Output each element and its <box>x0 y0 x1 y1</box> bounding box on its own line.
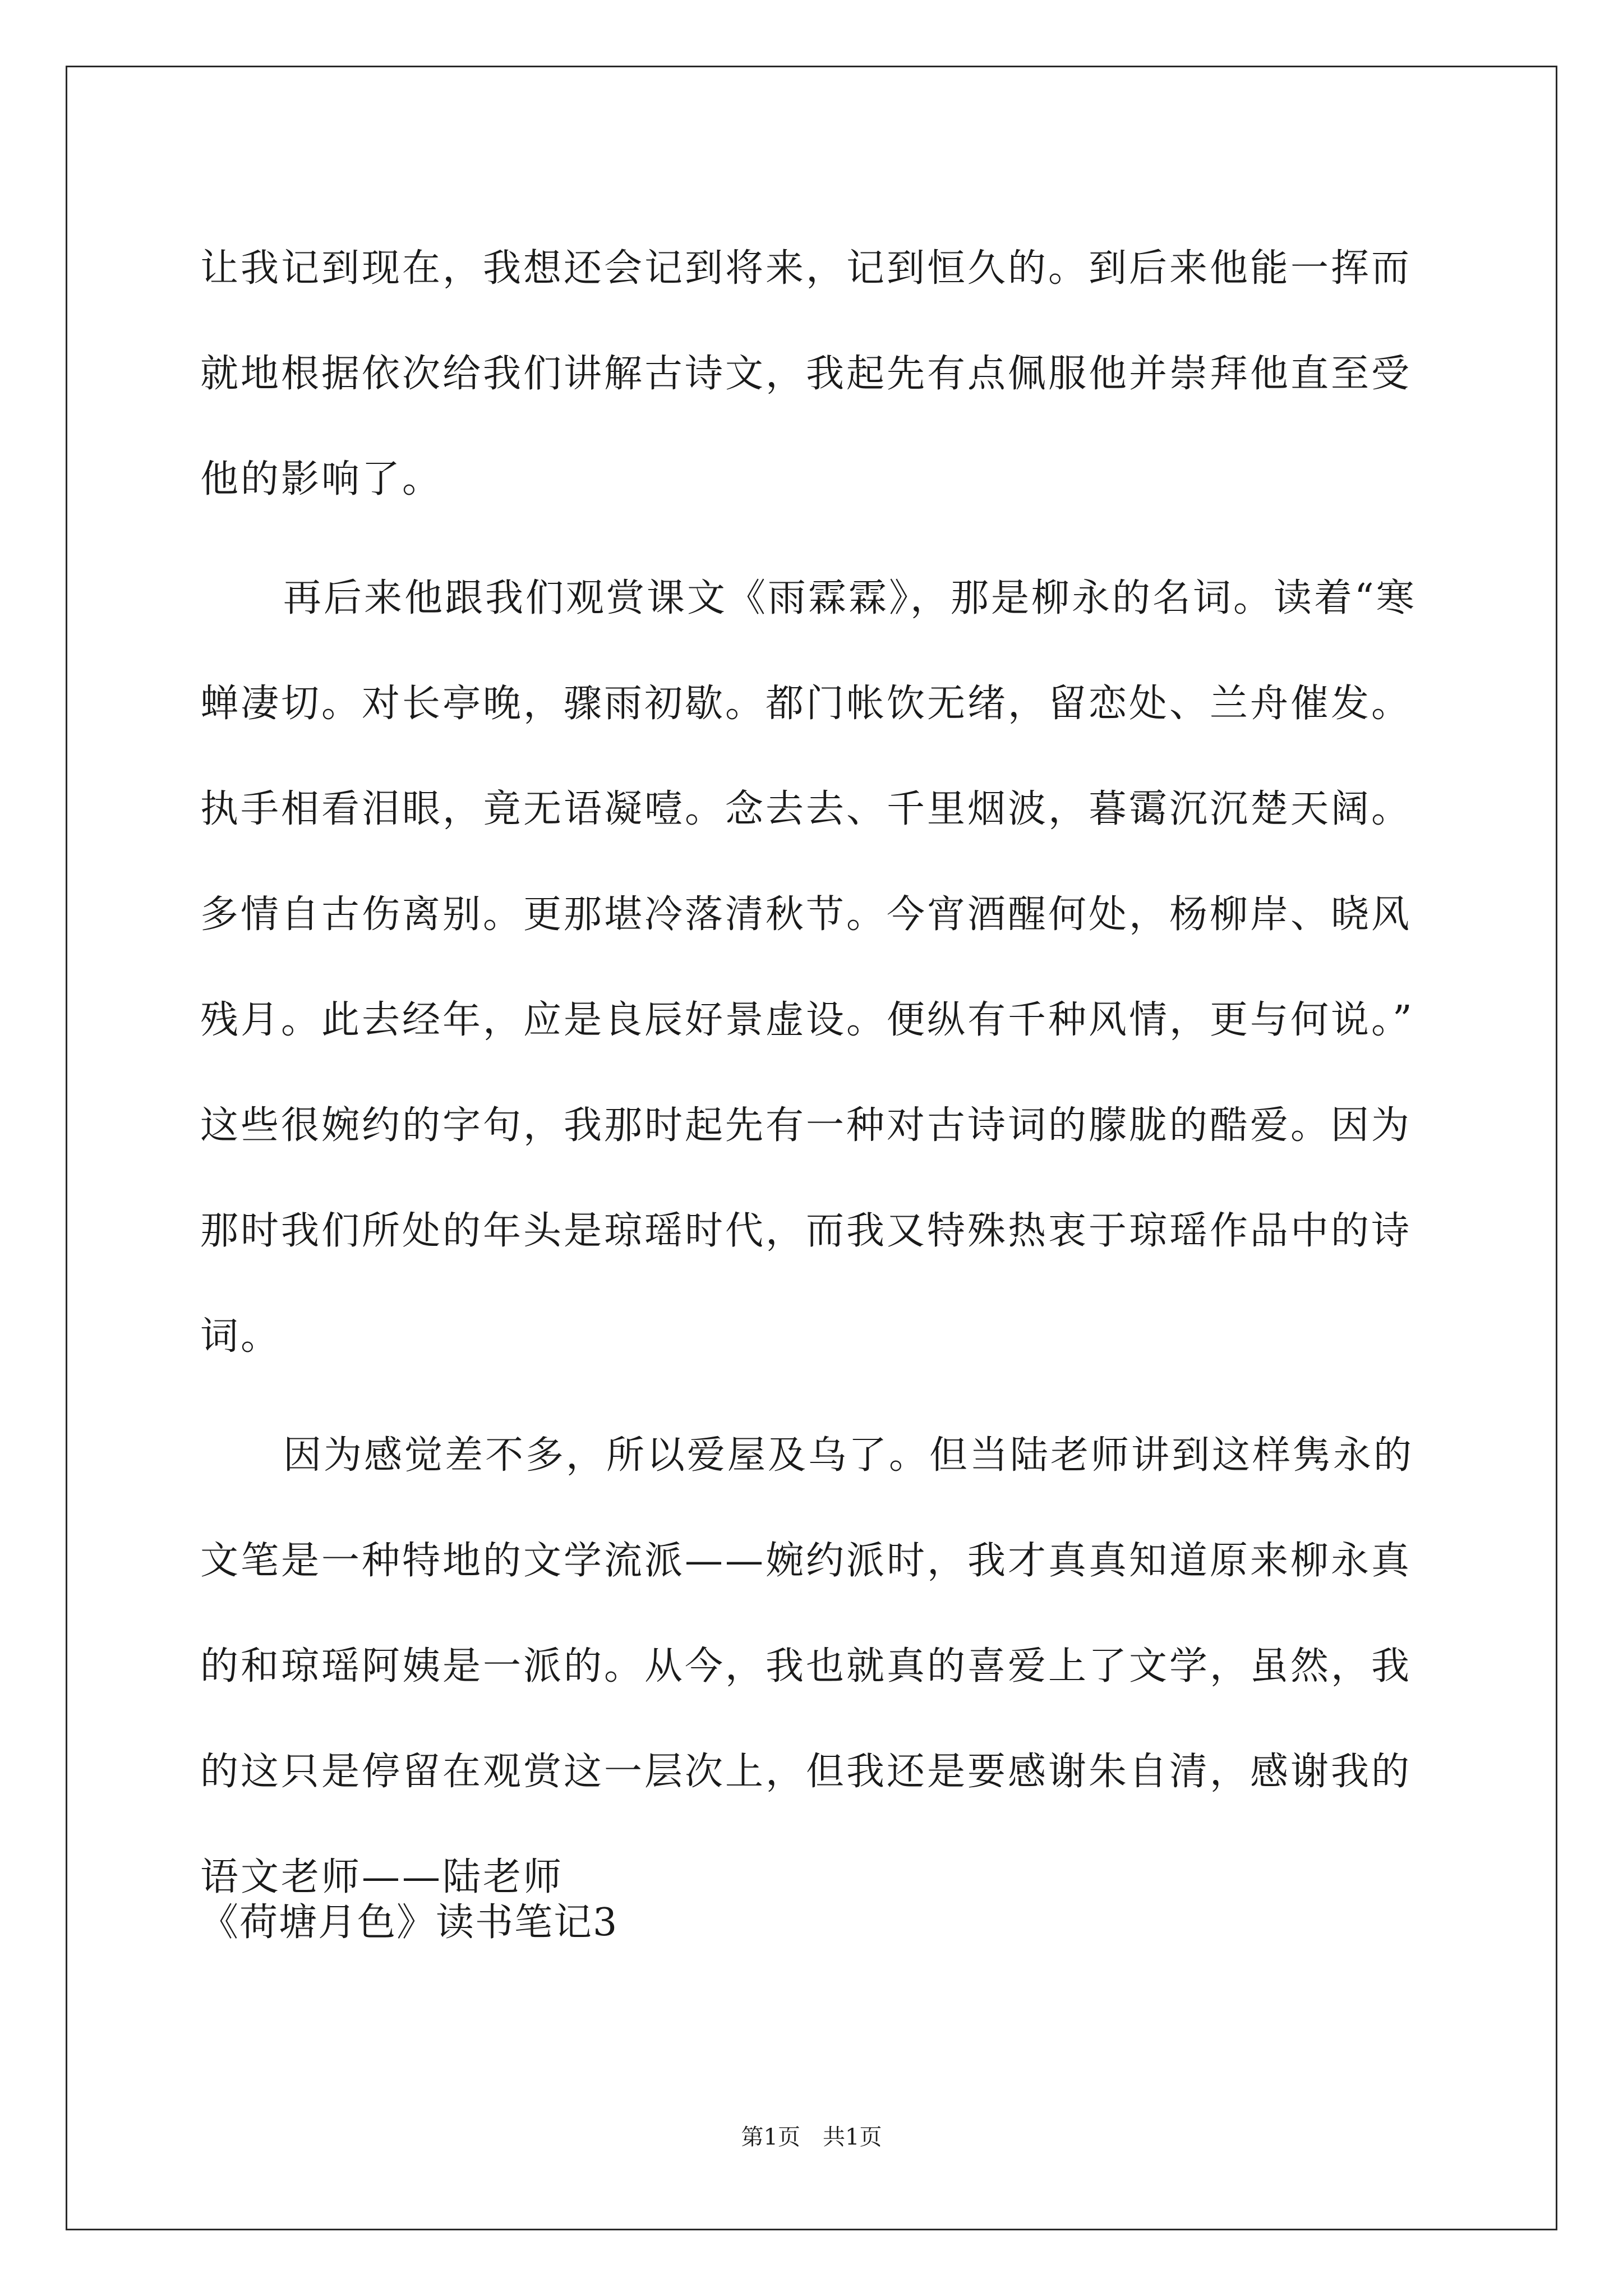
section-heading: 《荷塘月色》读书笔记3 <box>200 1901 619 1945</box>
text-line: 的和琼瑶阿姨是一派的。从今，我也就真的喜爱上了文学，虽然，我 <box>200 1644 1412 1688</box>
text-line: 残月。此去经年，应是良辰好景虚设。便纵有千种风情，更与何说。” <box>200 998 1414 1042</box>
text-line: 蝉凄切。对长亭晚，骤雨初歇。都门帐饮无绪，留恋处、兰舟催发。 <box>200 682 1412 726</box>
text-line: 词。 <box>200 1314 282 1359</box>
paragraph-gap <box>200 1389 1462 1403</box>
text-line: 执手相看泪眼，竟无语凝噎。念去去、千里烟波，暮霭沉沉楚天阔。 <box>200 787 1412 831</box>
text-line: 文笔是一种特地的文学流派——婉约派时，我才真真知道原来柳永真 <box>200 1539 1412 1583</box>
text-line: 多情自古伤离别。更那堪冷落清秋节。今宵酒醒何处，杨柳岸、晓风 <box>200 892 1412 937</box>
page-number: 第1页 <box>741 2124 800 2150</box>
text-line: 这些很婉约的字句，我那时起先有一种对古诗词的朦胧的酷爱。因为 <box>200 1103 1412 1148</box>
page-total: 共1页 <box>823 2124 882 2150</box>
text-line: 因为感觉差不多，所以爱屋及乌了。但当陆老师讲到这样隽永的 <box>283 1433 1414 1478</box>
page-footer <box>0 2120 1623 2154</box>
text-line: 那时我们所处的年头是琼瑶时代，而我又特殊热衷于琼瑶作品中的诗 <box>200 1209 1412 1253</box>
text-line: 语文老师——陆老师 <box>200 1855 564 1899</box>
paragraph-gap <box>200 532 1462 546</box>
text-line: 的这只是停留在观赏这一层次上，但我还是要感谢朱自清，感谢我的 <box>200 1750 1412 1794</box>
text-line: 让我记到现在，我想还会记到将来，记到恒久的。到后来他能一挥而 <box>200 246 1412 291</box>
text-line: 他的影响了。 <box>200 457 443 501</box>
text-line: 就地根据依次给我们讲解古诗文，我起先有点佩服他并崇拜他直至受 <box>200 352 1412 396</box>
text-line: 再后来他跟我们观赏课文《雨霖霖》，那是柳永的名词。读着“寒 <box>283 576 1417 620</box>
body-text <box>200 216 1462 1930</box>
